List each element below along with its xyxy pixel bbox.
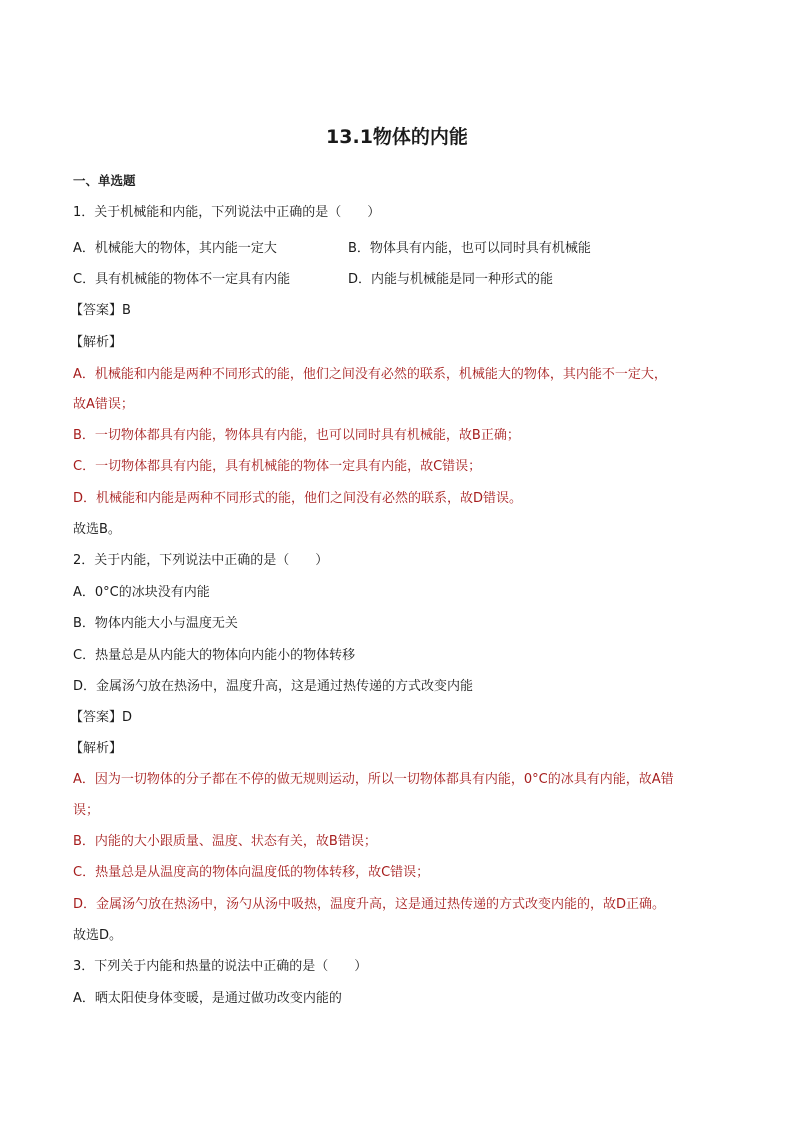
q1-conclusion: 故选B。: [73, 522, 121, 537]
q1-options-row2: [73, 271, 554, 289]
q2-exp-line-5: D．金属汤勺放在热汤中，汤勺从汤中吸热，温度升高，这是通过热传递的方式改变内能的，故D正确。: [73, 897, 666, 912]
q2-exp-line-3: B．内能的大小跟质量、温度、状态有关，故B错误；: [73, 834, 377, 849]
section-heading: 一、单选题: [73, 173, 136, 188]
q1-option-b: B．物体具有内能，也可以同时具有机械能: [348, 241, 591, 256]
q1-option-c: C．具有机械能的物体不一定具有内能: [73, 272, 291, 287]
q2-exp-line-2: 误；: [73, 803, 100, 818]
page-title: 13.1物体的内能: [326, 126, 468, 148]
q1-exp-line-2: 故A错误；: [73, 397, 134, 412]
q1-exp-line-5: D．机械能和内能是两种不同形式的能，他们之间没有必然的联系，故D错误。: [73, 491, 523, 506]
q1-exp-line-1: A．机械能和内能是两种不同形式的能，他们之间没有必然的联系，机械能大的物体，其内能不一定大，: [73, 367, 667, 382]
q2-option-a: A．0°C的冰块没有内能: [73, 585, 210, 600]
q2-option-d: D．金属汤勺放在热汤中，温度升高，这是通过热传递的方式改变内能: [73, 679, 474, 694]
q2-conclusion: 故选D。: [73, 928, 123, 943]
q3-stem: 3．下列关于内能和热量的说法中正确的是（ ）: [73, 959, 368, 974]
q1-stem: 1．关于机械能和内能，下列说法中正确的是（ ）: [73, 205, 381, 220]
q1-option-a: A．机械能大的物体，其内能一定大: [73, 241, 277, 256]
q1-option-d: D．内能与机械能是同一种形式的能: [348, 272, 554, 287]
q2-stem: 2．关于内能，下列说法中正确的是（ ）: [73, 553, 329, 568]
q2-option-b: B．物体内能大小与温度无关: [73, 616, 238, 631]
q1-answer: 【答案】B: [70, 303, 131, 318]
q1-exp-line-4: C．一切物体都具有内能，具有机械能的物体一定具有内能，故C错误；: [73, 459, 482, 474]
q1-options-row1: [73, 240, 591, 258]
q3-option-a: A．晒太阳使身体变暖，是通过做功改变内能的: [73, 991, 342, 1006]
q2-answer: 【答案】D: [70, 710, 133, 725]
q2-analysis-label: 【解析】: [70, 741, 123, 756]
q2-option-c: C．热量总是从内能大的物体向内能小的物体转移: [73, 648, 356, 663]
q1-exp-line-3: B．一切物体都具有内能，物体具有内能，也可以同时具有机械能，故B正确；: [73, 428, 520, 443]
q2-exp-line-1: A．因为一切物体的分子都在不停的做无规则运动，所以一切物体都具有内能，0°C的冰具有内能，故A错: [73, 772, 674, 787]
q1-analysis-label: 【解析】: [70, 335, 123, 350]
q2-exp-line-4: C．热量总是从温度高的物体向温度低的物体转移，故C错误；: [73, 865, 430, 880]
